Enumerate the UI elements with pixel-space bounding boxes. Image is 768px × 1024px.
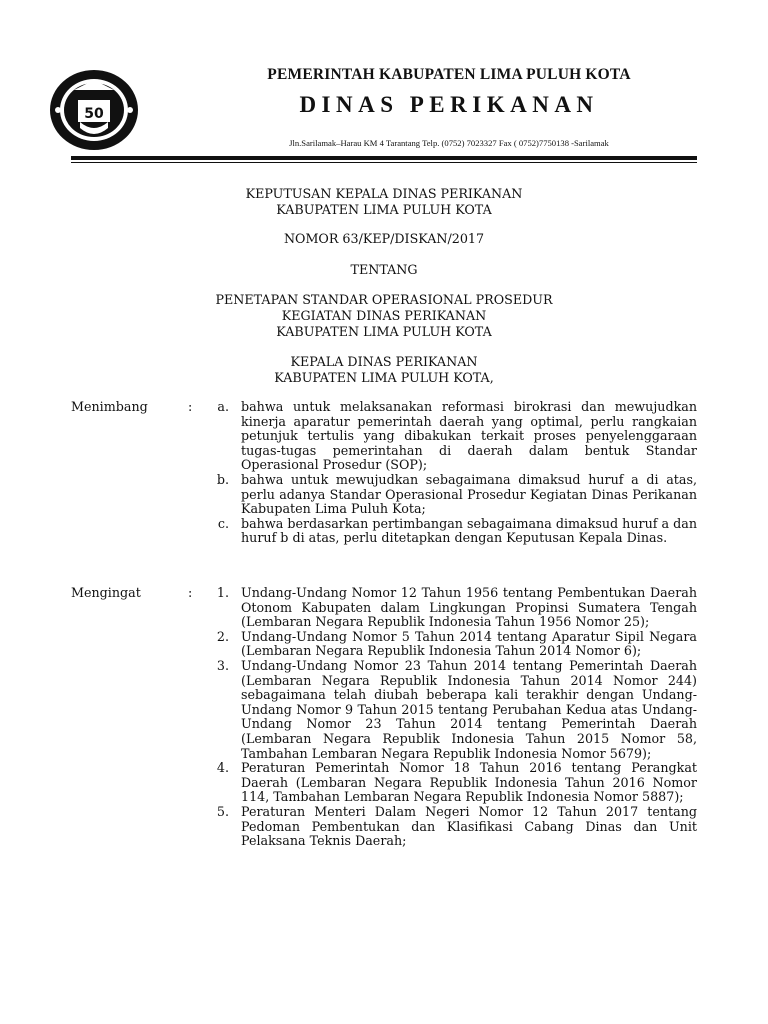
mengingat-item bbox=[71, 659, 697, 761]
svg-text:50: 50 bbox=[84, 106, 104, 122]
letterhead-divider-thin bbox=[71, 162, 697, 163]
list-marker: 5. bbox=[216, 803, 229, 819]
decree-subject-line-1: PENETAPAN STANDAR OPERASIONAL PROSEDUR bbox=[215, 292, 553, 307]
menimbang-label: Menimbang bbox=[71, 399, 148, 414]
list-marker: 3. bbox=[216, 657, 229, 673]
menimbang-item bbox=[71, 400, 697, 473]
government-name: PEMERINTAH KABUPATEN LIMA PULUH KOTA bbox=[267, 66, 631, 83]
list-marker: 1. bbox=[216, 585, 229, 600]
list-item-text: Undang-Undang Nomor 12 Tahun 1956 tentang Pembentukan Daerah Otonom Kabupaten dalam Lingkungan Propinsi Sumatera Tengah (Lembaran Negara Republik Indonesia Tahun 1956 Nomor 25); bbox=[241, 585, 697, 630]
letterhead-divider-thick bbox=[71, 156, 697, 160]
decree-about: TENTANG bbox=[350, 262, 418, 277]
list-item-text: Peraturan Menteri Dalam Negeri Nomor 12 Tahun 2017 tentang Pedoman Pembentukan dan Klasifikasi Cabang Dinas dan Unit Pelaksana Teknis Daerah; bbox=[241, 803, 697, 849]
menimbang-colon: : bbox=[188, 399, 193, 414]
list-marker: c. bbox=[217, 515, 229, 531]
mengingat-colon: : bbox=[188, 585, 193, 600]
list-marker: 2. bbox=[216, 628, 229, 644]
mengingat-item bbox=[71, 586, 697, 630]
list-item-text: bahwa untuk mewujudkan sebagaimana dimaksud huruf a di atas, perlu adanya Standar Operasional Prosedur Kegiatan Dinas Perikanan Kabupaten Lima Puluh Kota; bbox=[241, 471, 697, 517]
decree-subject-line-2: KEGIATAN DINAS PERIKANAN bbox=[281, 308, 487, 323]
decree-subject-line-3: KABUPATEN LIMA PULUH KOTA bbox=[276, 324, 492, 339]
list-item-text: Peraturan Pemerintah Nomor 18 Tahun 2016 tentang Perangkat Daerah (Lembaran Negara Republik Indonesia Tahun 2016 Nomor 114, Tambahan Lembaran Negara Republik Indonesia Nomor 5887); bbox=[241, 760, 697, 805]
decree-issuer-line-2: KABUPATEN LIMA PULUH KOTA, bbox=[274, 370, 494, 385]
decree-number: NOMOR 63/KEP/DISKAN/2017 bbox=[283, 231, 485, 246]
decree-issuer-line-1: KEPALA DINAS PERIKANAN bbox=[290, 354, 478, 369]
agency-address: Jln.Sarilamak–Harau KM 4 Tarantang Telp. (0752) 7023327 Fax ( 0752)7750138 -Sarilamak bbox=[289, 138, 609, 148]
decree-title bbox=[71, 186, 697, 218]
list-marker: 4. bbox=[216, 760, 229, 776]
decree-subject bbox=[71, 292, 697, 340]
list-item-text: Undang-Undang Nomor 5 Tahun 2014 tentang Aparatur Sipil Negara (Lembaran Negara Republik Indonesia Tahun 2014 Nomor 6); bbox=[241, 628, 697, 659]
menimbang-item bbox=[71, 517, 697, 546]
regency-emblem-logo bbox=[44, 68, 144, 152]
list-marker: a. bbox=[217, 399, 229, 414]
list-item-text: Undang-Undang Nomor 23 Tahun 2014 tentang Pemerintah Daerah (Lembaran Negara Republik Indonesia Tahun 2014 Nomor 244) sebagaimana telah diubah beberapa kali terakhir dengan Undang-Undang Nomor 9 Tahun 2015 tentang Perubahan Kedua atas Undang-Undang Nomor 23 Tahun 2014 tentang Pemerintah Daerah (Lembaran Negara Republik Indonesia Tahun 2015 Nomor 58, Tambahan Lembaran Negara Republik Indonesia Nomor 5679); bbox=[241, 657, 697, 761]
mengingat-item bbox=[71, 761, 697, 805]
list-marker: b. bbox=[216, 471, 229, 487]
menimbang-section bbox=[71, 400, 697, 546]
decree-issuer bbox=[71, 354, 697, 386]
list-item-text: bahwa untuk melaksanakan reformasi birokrasi dan mewujudkan kinerja aparatur pemerintah daerah yang optimal, perlu rangkaian petunjuk tertulis yang dibakukan terkait proses penyelenggaraan tugas-tugas pemerintahan di daerah dalam bentuk Standar Operasional Prosedur (SOP); bbox=[241, 399, 697, 473]
agency-name: DINAS PERIKANAN bbox=[299, 92, 599, 117]
menimbang-item bbox=[71, 473, 697, 517]
list-item-text: bahwa berdasarkan pertimbangan sebagaimana dimaksud huruf a dan huruf b di atas, perlu ditetapkan dengan Keputusan Kepala Dinas. bbox=[241, 515, 697, 546]
mengingat-item bbox=[71, 630, 697, 659]
mengingat-section bbox=[71, 586, 697, 849]
decree-title-line-1: KEPUTUSAN KEPALA DINAS PERIKANAN bbox=[245, 186, 523, 201]
mengingat-label: Mengingat bbox=[71, 585, 141, 600]
decree-title-line-2: KABUPATEN LIMA PULUH KOTA bbox=[276, 202, 492, 217]
mengingat-item bbox=[71, 805, 697, 849]
